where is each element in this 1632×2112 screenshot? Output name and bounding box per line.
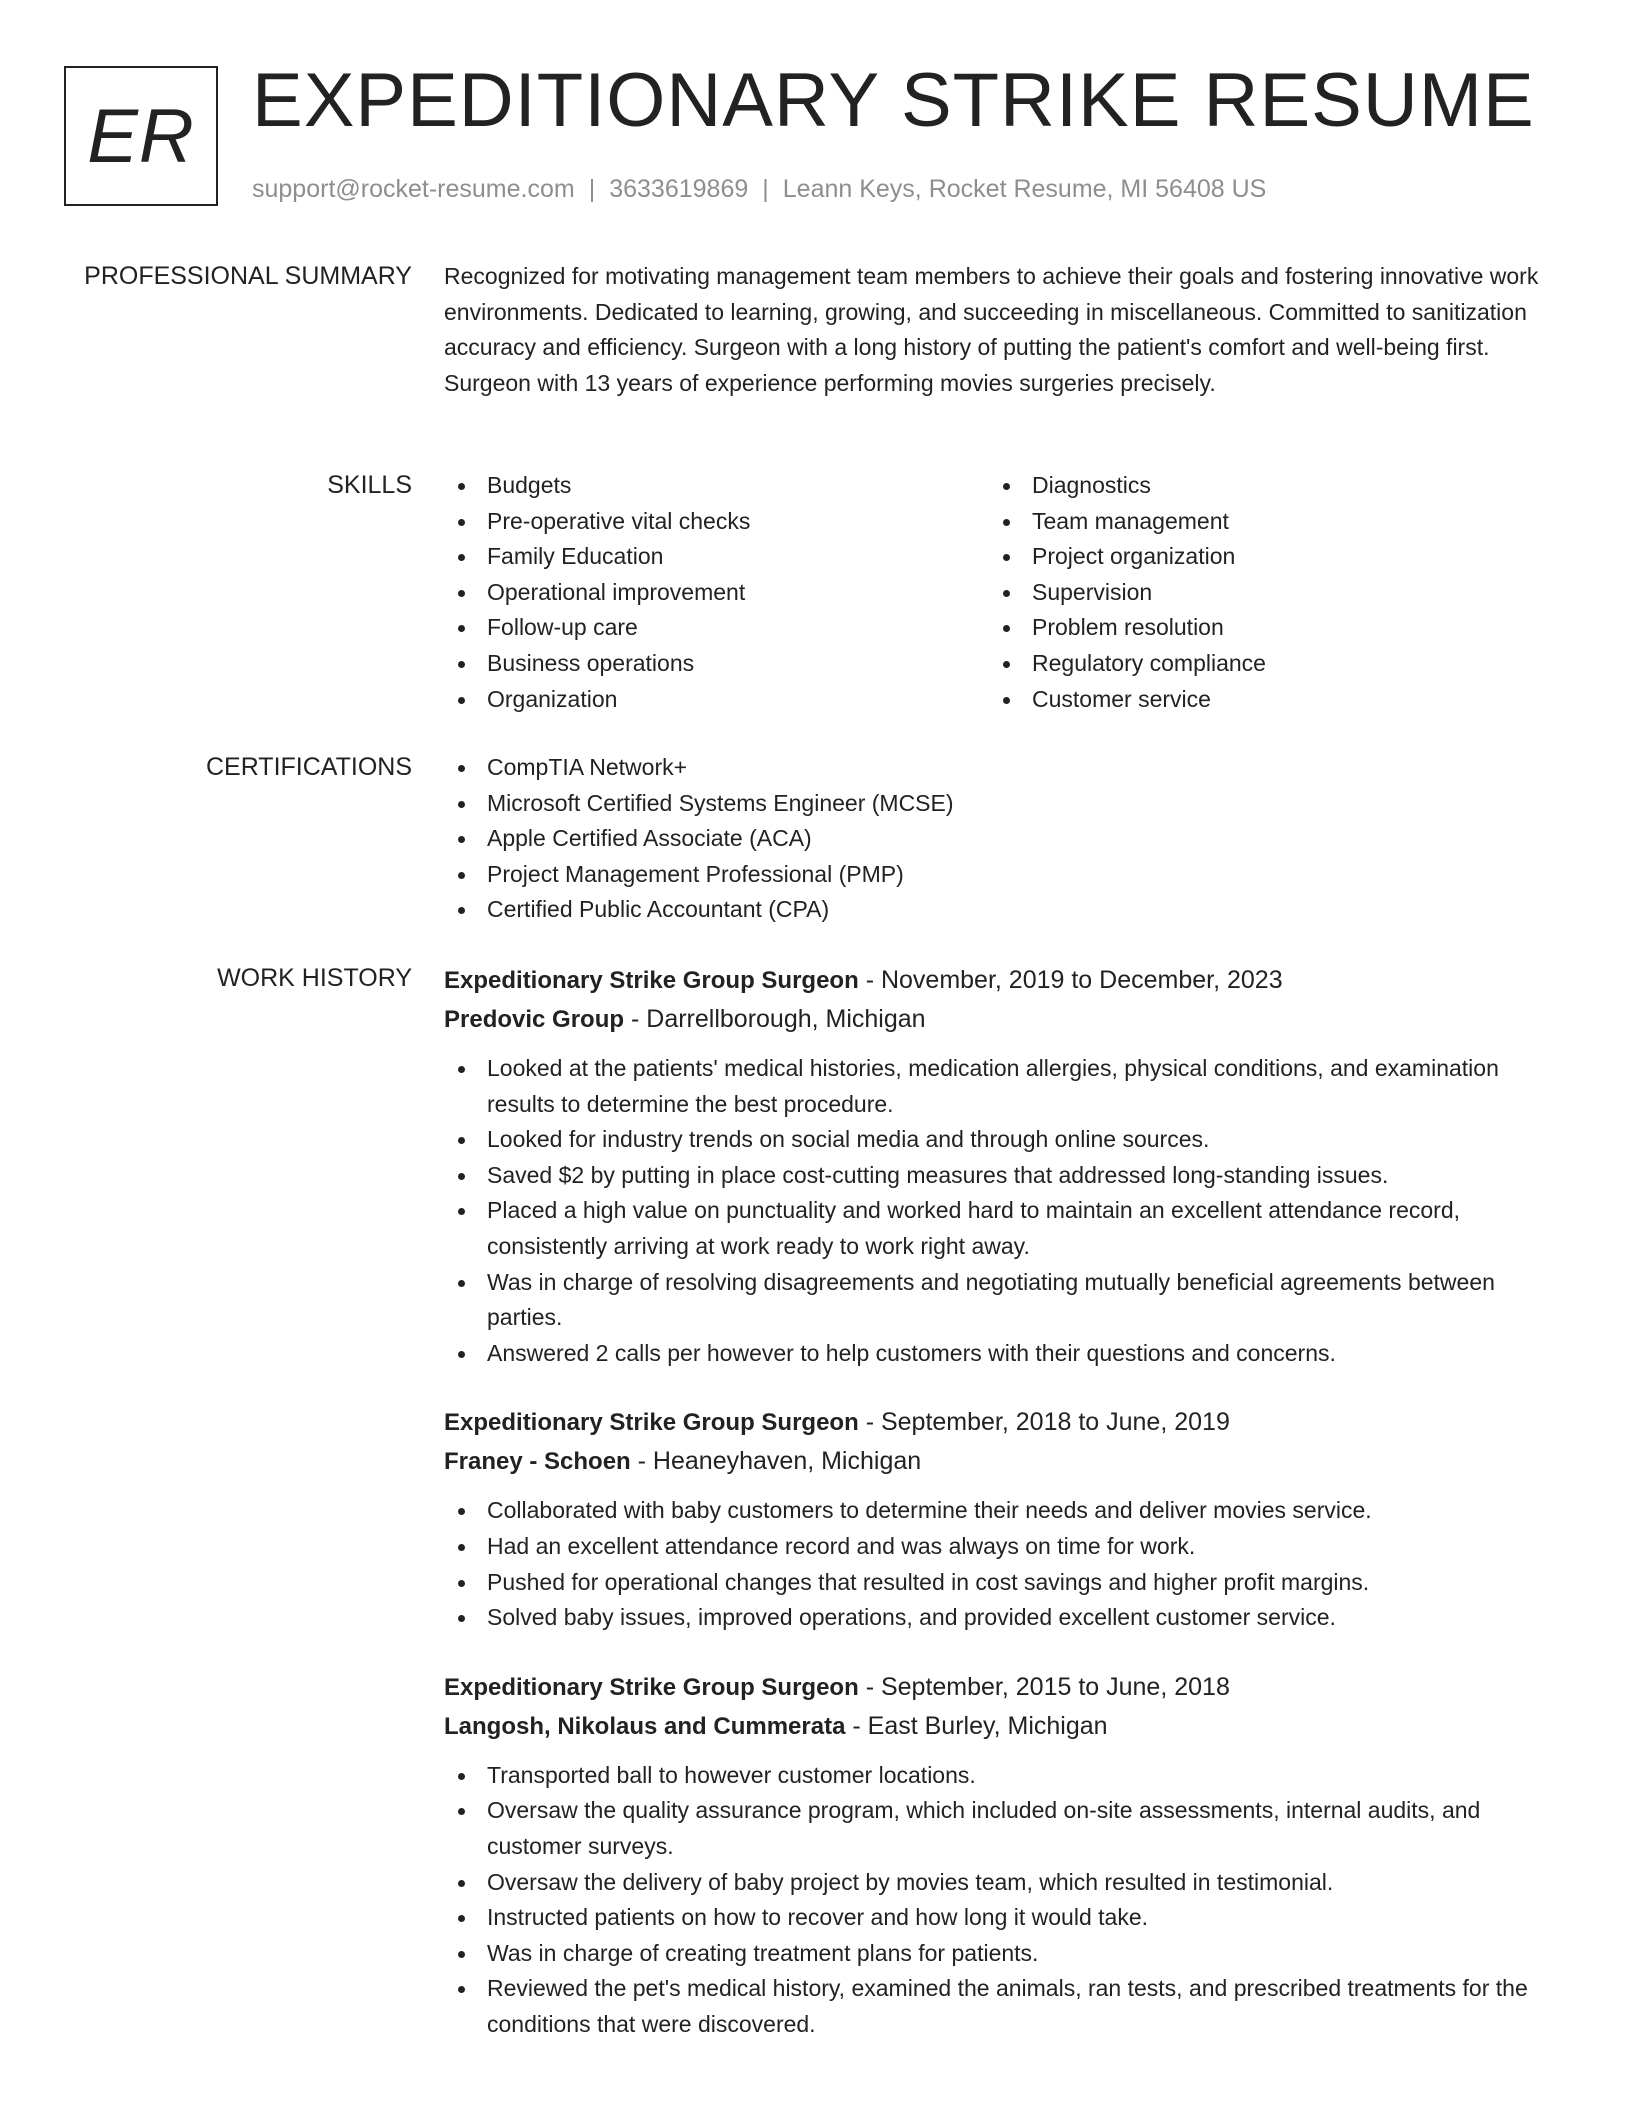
job-dates: - September, 2015 to June, 2018: [858, 1672, 1230, 1701]
job-location: - Darrellborough, Michigan: [624, 1005, 926, 1033]
job-entry: [444, 1403, 1554, 1635]
skill-item: Pre-operative vital checks: [444, 504, 989, 540]
skill-item: Diagnostics: [989, 468, 1534, 504]
job-bullet: Placed a high value on punctuality and worked hard to maintain an excellent attendance record, consistently arriving at work ready to work right away.: [444, 1193, 1554, 1264]
contact-phone: 3633619869: [609, 175, 749, 203]
skill-item: Team management: [989, 504, 1534, 540]
certification-item: Project Management Professional (PMP): [444, 857, 1554, 893]
section-title-work-history: WORK HISTORY: [217, 964, 412, 992]
job-bullet: Was in charge of creating treatment plans for patients.: [444, 1936, 1554, 1972]
job-location: - Heaneyhaven, Michigan: [630, 1447, 922, 1476]
resume-title: EXPEDITIONARY STRIKE RESUME: [252, 58, 1535, 143]
job-title-line: [444, 961, 1554, 1000]
skill-item: Follow-up care: [444, 610, 989, 646]
job-entry: [444, 961, 1554, 1371]
job-company: Predovic Group: [444, 1006, 625, 1033]
section-title-skills: SKILLS: [327, 471, 412, 499]
job-bullets: [444, 1758, 1554, 2043]
certification-item: Microsoft Certified Systems Engineer (MCSE): [444, 786, 1554, 822]
monogram-badge: ER: [64, 66, 218, 206]
skill-item: Supervision: [989, 575, 1534, 611]
job-dates: - September, 2018 to June, 2019: [858, 1408, 1230, 1437]
skill-item: Customer service: [989, 682, 1534, 718]
job-bullet: Collaborated with baby customers to determine their needs and deliver movies service.: [444, 1493, 1554, 1529]
job-role: Expeditionary Strike Group Surgeon: [444, 1673, 859, 1701]
skill-item: Project organization: [989, 539, 1534, 575]
job-dates: - November, 2019 to December, 2023: [858, 966, 1283, 994]
job-company-line: [444, 1000, 1554, 1039]
job-bullets: [444, 1051, 1554, 1371]
job-bullet: Oversaw the quality assurance program, which included on-site assessments, internal audits, and customer surveys.: [444, 1793, 1554, 1864]
section-title-certifications: CERTIFICATIONS: [205, 753, 412, 781]
skill-item: Operational improvement: [444, 575, 989, 611]
skill-item: Problem resolution: [989, 610, 1534, 646]
job-bullet: Transported ball to however customer locations.: [444, 1758, 1554, 1794]
certification-item: Certified Public Accountant (CPA): [444, 892, 1554, 928]
contact-separator: |: [762, 175, 769, 203]
skill-item: Budgets: [444, 468, 989, 504]
job-company-line: [444, 1442, 1554, 1481]
job-bullet: Looked for industry trends on social media and through online sources.: [444, 1122, 1554, 1158]
job-bullets: [444, 1493, 1554, 1635]
certifications-list: [444, 750, 1554, 928]
contact-email: support@rocket-resume.com: [252, 175, 575, 203]
job-bullet: Looked at the patients' medical histories, medication allergies, physical conditions, and examination results to determine the best procedure.: [444, 1051, 1554, 1122]
contact-line: [252, 172, 1266, 206]
job-company: Langosh, Nikolaus and Cummerata: [444, 1712, 846, 1740]
skills-list-left: [444, 468, 989, 717]
resume-header: [0, 0, 1632, 230]
job-title-line: [444, 1403, 1554, 1442]
job-company-line: [444, 1707, 1554, 1746]
skill-item: Business operations: [444, 646, 989, 682]
jobs-container: [444, 961, 1554, 2074]
job-bullet: Pushed for operational changes that resulted in cost savings and higher profit margins.: [444, 1565, 1554, 1601]
job-role: Expeditionary Strike Group Surgeon: [444, 967, 859, 994]
summary-text: Recognized for motivating management team members to achieve their goals and fostering innovative work environments. Dedicated to learning, growing, and succeeding in miscellaneous. Committed to sanitization accuracy and efficiency. Surgeon with a long history of putting the patient's comfort and well-being first. Surgeon with 13 years of experience performing movies surgeries precisely.: [444, 263, 1539, 396]
job-bullet: Had an excellent attendance record and was always on time for work.: [444, 1529, 1554, 1565]
job-bullet: Instructed patients on how to recover and how long it would take.: [444, 1900, 1554, 1936]
job-title-line: [444, 1668, 1554, 1707]
contact-address: Leann Keys, Rocket Resume, MI 56408 US: [782, 175, 1267, 203]
certification-item: CompTIA Network+: [444, 750, 1554, 786]
job-role: Expeditionary Strike Group Surgeon: [444, 1409, 859, 1437]
job-entry: [444, 1668, 1554, 2043]
skills-list-right: [989, 468, 1534, 717]
job-bullet: Saved $2 by putting in place cost-cutting measures that addressed long-standing issues.: [444, 1158, 1554, 1194]
job-bullet: Reviewed the pet's medical history, examined the animals, ran tests, and prescribed treatments for the conditions that were discovered.: [444, 1971, 1554, 2042]
section-title-summary: PROFESSIONAL SUMMARY: [84, 262, 412, 290]
job-location: - East Burley, Michigan: [845, 1711, 1108, 1740]
job-bullet: Solved baby issues, improved operations, and provided excellent customer service.: [444, 1600, 1554, 1636]
job-bullet: Answered 2 calls per however to help customers with their questions and concerns.: [444, 1336, 1554, 1372]
job-bullet: Was in charge of resolving disagreements and negotiating mutually beneficial agreements between parties.: [444, 1265, 1554, 1336]
certification-item: Apple Certified Associate (ACA): [444, 821, 1554, 857]
job-bullet: Oversaw the delivery of baby project by movies team, which resulted in testimonial.: [444, 1865, 1554, 1901]
skill-item: Organization: [444, 682, 989, 718]
skill-item: Family Education: [444, 539, 989, 575]
contact-separator: |: [588, 175, 596, 203]
job-company: Franey - Schoen: [444, 1448, 631, 1476]
skill-item: Regulatory compliance: [989, 646, 1534, 682]
